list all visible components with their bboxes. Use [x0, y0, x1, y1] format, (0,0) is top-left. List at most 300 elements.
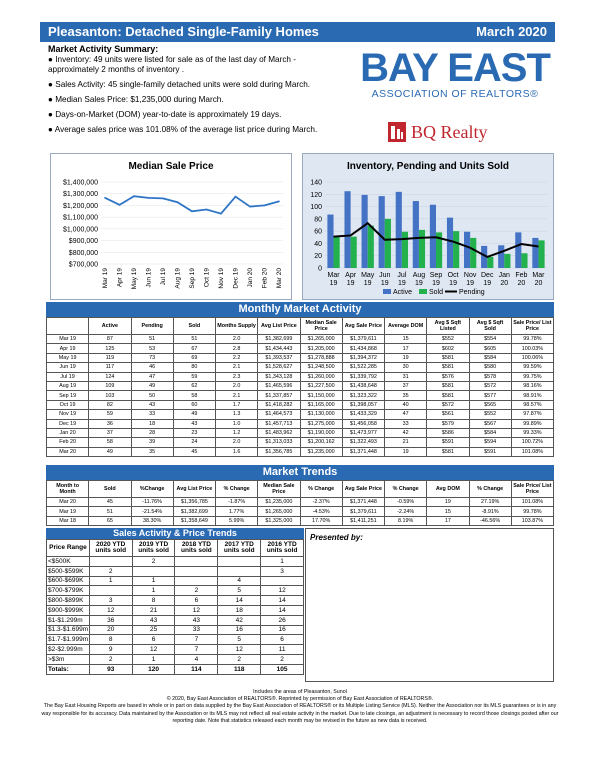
table-cell: 31 [385, 372, 427, 381]
table-cell: 98.16% [511, 381, 553, 390]
column-header: Sale Price/ List Price [511, 481, 553, 498]
table-cell: Jan 20 [47, 428, 89, 437]
table-cell [89, 586, 132, 596]
table-cell: 43 [175, 615, 218, 625]
y-tick-label: $1,200,000 [62, 202, 98, 210]
plot-area [101, 182, 283, 264]
table-cell: $586 [427, 428, 469, 437]
column-header: Active [89, 318, 131, 335]
table-cell [175, 566, 218, 576]
x-tick-year: 19 [346, 280, 355, 287]
table-cell: 2.8 [216, 344, 258, 353]
table-cell: Nov 19 [47, 410, 89, 419]
table-cell: 101.08% [511, 447, 553, 456]
table-cell [218, 557, 261, 567]
table-cell: 51 [173, 335, 215, 344]
table-row [47, 516, 554, 525]
presented-by-label: Presented by: [310, 533, 363, 542]
table-cell: $1,235,000 [258, 498, 300, 507]
table-cell: Feb 20 [47, 438, 89, 447]
column-header: Sale Price/ List Price [511, 318, 553, 335]
sold-bar [402, 232, 408, 268]
table-cell: -0.59% [385, 498, 427, 507]
x-tick-label: Sep [429, 272, 443, 279]
table-cell: 2 [132, 557, 175, 567]
bay-east-logo-subtitle: ASSOCIATION OF REALTORS® [371, 88, 539, 100]
monthly-table [46, 317, 554, 457]
table-cell: $579 [427, 419, 469, 428]
active-bar [464, 232, 470, 268]
trends-title: Market Trends [46, 465, 554, 480]
column-header: Month to Month [47, 481, 89, 498]
table-cell: 80 [173, 363, 215, 372]
median-chart-svg [51, 154, 291, 299]
table-cell: $1,227,500 [300, 381, 342, 390]
active-bar [344, 191, 350, 268]
table-cell: 73 [131, 353, 173, 362]
table-cell: 37 [89, 428, 131, 437]
x-tick-label: Jan 20 [247, 268, 254, 288]
active-bar [515, 232, 521, 268]
table-cell: $1,130,000 [300, 410, 342, 419]
x-tick-label: Oct 19 [203, 268, 211, 288]
table-cell: $1,382,699 [258, 335, 300, 344]
table-cell: Mar 19 [47, 335, 89, 344]
x-tick-label: Mar [532, 272, 545, 279]
presented-by-box [305, 528, 554, 682]
table-cell: $1.3-$1.699m [48, 626, 89, 634]
x-tick-year: 19 [329, 280, 338, 287]
table-cell: 24 [173, 438, 215, 447]
table-cell: $1,528,627 [258, 363, 300, 372]
x-tick-label: Apr [345, 272, 357, 279]
table-row [47, 596, 304, 606]
table-cell: 46 [131, 363, 173, 372]
x-tick-label: Aug [412, 272, 426, 279]
table-cell: 50 [131, 391, 173, 400]
table-cell: 118 [218, 664, 261, 674]
table-cell: 119 [89, 353, 131, 362]
sales-table [46, 539, 304, 675]
table-cell: 4 [218, 576, 261, 586]
table-cell: $605 [469, 344, 511, 353]
table-cell: 35 [385, 391, 427, 400]
table-cell: 15 [427, 507, 469, 516]
column-header: Sold [173, 318, 215, 335]
table-row [47, 381, 554, 390]
table-cell: 12 [89, 605, 132, 615]
footer-copyright: © 2020, Bay East Association of REALTORS®. Reprinted by permission of Bay East Association of REALTORS®. [166, 696, 434, 703]
table-cell: 58 [173, 391, 215, 400]
table-cell: $561 [427, 410, 469, 419]
table-cell: 4 [175, 654, 218, 664]
table-cell: -1.87% [216, 498, 258, 507]
table-row [47, 635, 304, 645]
table-cell: $600-$699K [47, 576, 90, 586]
bq-building-icon [388, 122, 406, 142]
table-cell: 12 [175, 605, 218, 615]
table-cell: 59 [173, 372, 215, 381]
x-tick-year: 19 [432, 280, 440, 287]
x-tick-label: Oct [447, 272, 459, 279]
x-tick-label: Sep 19 [189, 268, 196, 289]
table-cell: 15 [385, 335, 427, 344]
table-cell: 69 [173, 353, 215, 362]
table-cell: 99.75% [511, 372, 553, 381]
column-header: 2016 YTD units sold [261, 540, 304, 557]
sold-bar [487, 257, 493, 268]
table-cell: 1.3 [216, 410, 258, 419]
active-bar [379, 196, 385, 268]
y-tick-label: 0 [318, 265, 322, 273]
table-cell: 2.0 [216, 381, 258, 390]
table-cell: -4.53% [300, 507, 342, 516]
median-price-point [104, 197, 106, 199]
summary-bullet: ● Days-on-Market (DOM) year-to-date is approximately 19 days. [48, 110, 282, 119]
report-header [40, 22, 555, 42]
median-price-point [162, 198, 164, 200]
table-cell: -2.24% [385, 507, 427, 516]
table-cell: $1,248,500 [300, 363, 342, 372]
table-cell: $1,200,162 [300, 438, 342, 447]
table-cell: $594 [469, 438, 511, 447]
table-cell: $1,313,033 [258, 438, 300, 447]
sold-bar [368, 226, 374, 268]
table-row [47, 410, 554, 419]
table-cell: -2.37% [300, 498, 342, 507]
table-cell: $552 [469, 410, 511, 419]
active-bar [396, 192, 402, 268]
table-cell: 8.19% [385, 516, 427, 525]
table-cell: Oct 19 [47, 400, 89, 409]
table-cell [132, 566, 175, 576]
table-row [47, 507, 554, 516]
table-row [47, 625, 304, 635]
x-tick-label: May [361, 272, 375, 279]
y-tick-label: $1,100,000 [62, 214, 98, 222]
table-cell: $1,433,329 [342, 410, 384, 419]
table-cell: 2 [261, 654, 304, 664]
table-cell: $700-$799K [47, 586, 90, 596]
table-cell: $591 [469, 447, 511, 456]
x-tick-label: Nov 19 [218, 268, 225, 289]
table-cell: 45 [173, 447, 215, 456]
active-bar [413, 201, 419, 268]
sold-bar [351, 237, 357, 268]
table-cell: 105 [261, 664, 304, 674]
column-header: Average DOM [385, 318, 427, 335]
table-row [47, 654, 304, 664]
table-cell: $572 [427, 400, 469, 409]
column-header: 2018 YTD units sold [175, 540, 218, 557]
table-row [47, 400, 554, 409]
table-cell: $1,150,000 [300, 391, 342, 400]
column-header: Avg $ Sqft Listed [427, 318, 469, 335]
table-cell: 103.87% [511, 516, 553, 525]
table-cell: Jun 19 [47, 363, 89, 372]
table-cell: $1,337,857 [258, 391, 300, 400]
active-bar [362, 195, 368, 268]
table-cell: $900-$999K [47, 605, 90, 615]
x-tick-year: 19 [483, 280, 492, 287]
y-tick-label: 20 [314, 253, 322, 261]
table-cell: $1,265,000 [258, 507, 300, 516]
table-row [47, 428, 554, 437]
footer-areas: Includes the areas of Pleasanton, Sunol [253, 689, 347, 695]
table-cell: 2.1 [216, 391, 258, 400]
table-cell: Mar 18 [47, 516, 89, 525]
table-cell: 117 [89, 363, 131, 372]
table-row [47, 363, 554, 372]
bay-east-logo-text: BAY EAST [360, 46, 550, 90]
table-cell: 2.0 [216, 335, 258, 344]
table-cell: 27.19% [469, 498, 511, 507]
table-cell: 99.33% [511, 428, 553, 437]
table-cell [175, 576, 218, 586]
table-cell: $1,343,128 [258, 372, 300, 381]
table-cell: 30 [385, 363, 427, 372]
table-cell: 18 [218, 605, 261, 615]
table-cell: 2 [218, 654, 261, 664]
table-cell: 99.59% [511, 363, 553, 372]
table-cell: $581 [427, 391, 469, 400]
table-cell [89, 557, 132, 567]
table-cell: 14 [218, 596, 261, 606]
table-cell: 100.72% [511, 438, 553, 447]
table-cell: 21 [132, 605, 175, 615]
table-cell: 1 [132, 576, 175, 586]
table-row [47, 372, 554, 381]
x-tick-label: May 19 [131, 268, 138, 290]
footer [40, 689, 560, 725]
table-header-row [47, 481, 554, 498]
table-cell: $580 [469, 363, 511, 372]
summary-bullet: ● Inventory: 49 units were listed for sale as of the last day of March - approximately 2 months of inventory . [48, 55, 296, 74]
active-bar [498, 245, 504, 268]
table-cell: 7 [175, 645, 218, 655]
x-tick-year: 19 [466, 280, 475, 287]
table-cell: 2 [89, 654, 132, 664]
trends-table [46, 480, 554, 526]
table-cell: 36 [89, 419, 131, 428]
table-cell: 36 [89, 615, 132, 625]
legend-swatch-sold [419, 289, 427, 294]
table-cell: 2.0 [216, 438, 258, 447]
table-cell: 33 [131, 410, 173, 419]
table-cell: $602 [427, 344, 469, 353]
column-header: % Change [216, 481, 258, 498]
table-cell: 1.7 [216, 400, 258, 409]
column-header: Median Sale Price [300, 318, 342, 335]
table-cell: $1,483,962 [258, 428, 300, 437]
x-tick-year: 20 [500, 280, 509, 287]
table-cell: $1,265,000 [300, 335, 342, 344]
table-cell: 5 [218, 586, 261, 596]
sold-bar [419, 230, 425, 268]
table-cell: $1,379,611 [342, 507, 384, 516]
table-cell: $581 [427, 353, 469, 362]
table-cell: <$500K [47, 557, 90, 567]
table-cell: 16 [218, 625, 261, 635]
table-cell: $565 [469, 400, 511, 409]
table-cell: 14 [261, 605, 304, 615]
legend-label-pending: Pending [459, 289, 485, 296]
y-tick-label: 80 [314, 216, 322, 224]
table-cell: 103 [89, 391, 131, 400]
table-cell: 39 [131, 438, 173, 447]
table-cell: 2.1 [216, 363, 258, 372]
sold-bar [334, 237, 340, 268]
table-row [47, 586, 304, 596]
table-cell: 2.2 [216, 353, 258, 362]
sold-bar [453, 231, 459, 268]
table-cell: Sep 19 [47, 391, 89, 400]
table-cell: 99.78% [511, 507, 553, 516]
x-tick-label: Dec 19 [232, 268, 240, 289]
x-tick-label: Nov [463, 272, 477, 279]
table-cell [175, 557, 218, 567]
table-header-row [47, 318, 554, 335]
table-cell: 47 [131, 372, 173, 381]
y-tick-label: 40 [314, 240, 322, 248]
table-cell: 26 [261, 615, 304, 625]
table-cell: 98.57% [511, 400, 553, 409]
table-cell: 19 [427, 498, 469, 507]
chart-title: Inventory, Pending and Units Sold [346, 161, 510, 172]
table-cell: May 19 [47, 353, 89, 362]
sales-title: Sales Activity & Price Trends [46, 528, 304, 539]
table-cell: 51 [89, 507, 131, 516]
monthly-market-activity [46, 302, 554, 457]
column-header: 2019 YTD units sold [132, 540, 175, 557]
table-cell: $1,356,785 [173, 498, 215, 507]
table-cell: $552 [427, 335, 469, 344]
y-tick-label: $900,000 [68, 238, 98, 246]
table-cell: 8 [132, 596, 175, 606]
median-price-point [278, 201, 280, 203]
table-cell: $1,165,000 [300, 400, 342, 409]
column-header: Avg DOM [427, 481, 469, 498]
table-cell: 25 [132, 625, 175, 635]
table-cell: 93 [89, 664, 132, 674]
table-cell: 42 [218, 615, 261, 625]
summary-bullet: ● Sales Activity: 45 single-family detached units were sold during March. [48, 80, 311, 89]
table-row [47, 605, 304, 615]
legend-label-sold: Sold [429, 289, 444, 296]
median-price-point [264, 205, 266, 207]
table-cell: 109 [89, 381, 131, 390]
table-cell: 40 [385, 400, 427, 409]
legend-swatch-active [383, 289, 391, 294]
table-row [47, 438, 554, 447]
table-cell: 65 [89, 516, 131, 525]
table-cell: 58 [89, 438, 131, 447]
table-cell: Apr 19 [47, 344, 89, 353]
report-title: Pleasanton: Detached Single-Family Homes [48, 24, 319, 39]
table-cell: $2-$2.999m [47, 645, 90, 655]
column-header: Avg $ Sqft Sold [469, 318, 511, 335]
table-cell: $1,393,537 [258, 353, 300, 362]
table-cell: 35 [131, 447, 173, 456]
table-cell: 1.77% [216, 507, 258, 516]
table-cell: 3 [261, 566, 304, 576]
x-tick-year: 19 [415, 280, 423, 287]
column-header: Pending [131, 318, 173, 335]
table-cell: $1,473,977 [342, 428, 384, 437]
table-row [47, 391, 554, 400]
table-cell: $581 [427, 381, 469, 390]
table-cell: 19 [385, 353, 427, 362]
column-header: % Change [469, 481, 511, 498]
active-bar [447, 218, 453, 268]
x-tick-label: Aug 19 [174, 268, 182, 289]
table-cell: 33 [385, 419, 427, 428]
table-cell: 38.30% [131, 516, 173, 525]
table-cell: Mar 20 [47, 447, 89, 456]
median-price-point [191, 210, 193, 212]
bq-realty-text: BQ Realty [411, 121, 488, 142]
table-cell: 62 [173, 381, 215, 390]
column-header: Avg Sale Price [342, 318, 384, 335]
table-cell: $1,398,057 [342, 400, 384, 409]
table-cell: $576 [427, 372, 469, 381]
table-cell: 87 [89, 335, 131, 344]
median-price-point [133, 195, 135, 197]
table-cell: 82 [89, 400, 131, 409]
median-price-point [148, 197, 150, 199]
table-cell: $1,205,000 [300, 344, 342, 353]
x-tick-label: Feb [515, 272, 528, 279]
table-cell: 6 [175, 596, 218, 606]
table-cell: $1,356,785 [258, 447, 300, 456]
x-tick-year: 19 [380, 280, 389, 287]
table-cell: $584 [469, 428, 511, 437]
summary-bullet: ● Average sales price was 101.08% of the average list price during March. [48, 125, 318, 134]
column-header: 2020 YTD units sold [89, 540, 132, 557]
table-cell: $567 [469, 419, 511, 428]
table-cell: $1,190,000 [300, 428, 342, 437]
table-cell: 14 [261, 596, 304, 606]
column-header [47, 318, 89, 335]
table-cell: $1-$1.299m [47, 615, 90, 625]
table-row [47, 615, 304, 625]
table-cell: -11.76% [131, 498, 173, 507]
x-tick-label: Jun [379, 272, 391, 279]
median-price-point [249, 206, 251, 208]
table-cell: 60 [173, 400, 215, 409]
table-cell: 33 [175, 625, 218, 635]
table-cell: 3 [89, 596, 132, 606]
table-row [47, 645, 304, 655]
x-tick-year: 19 [363, 280, 372, 287]
median-price-point [206, 209, 208, 211]
x-tick-label: Mar 19 [102, 268, 109, 289]
table-cell: 11 [261, 645, 304, 655]
table-cell: 100.06% [511, 353, 553, 362]
table-cell: $1,464,573 [258, 410, 300, 419]
table-cell: 1.0 [216, 419, 258, 428]
x-tick-year: 20 [534, 280, 543, 287]
x-tick-year: 20 [517, 280, 526, 287]
table-cell: $581 [427, 363, 469, 372]
table-cell: Mar 20 [47, 498, 89, 507]
y-tick-label: 60 [314, 228, 322, 236]
sold-bar [470, 238, 476, 268]
table-cell: $1,522,285 [342, 363, 384, 372]
table-row [47, 498, 554, 507]
table-cell: $1,382,699 [173, 507, 215, 516]
column-header: %Change [131, 481, 173, 498]
